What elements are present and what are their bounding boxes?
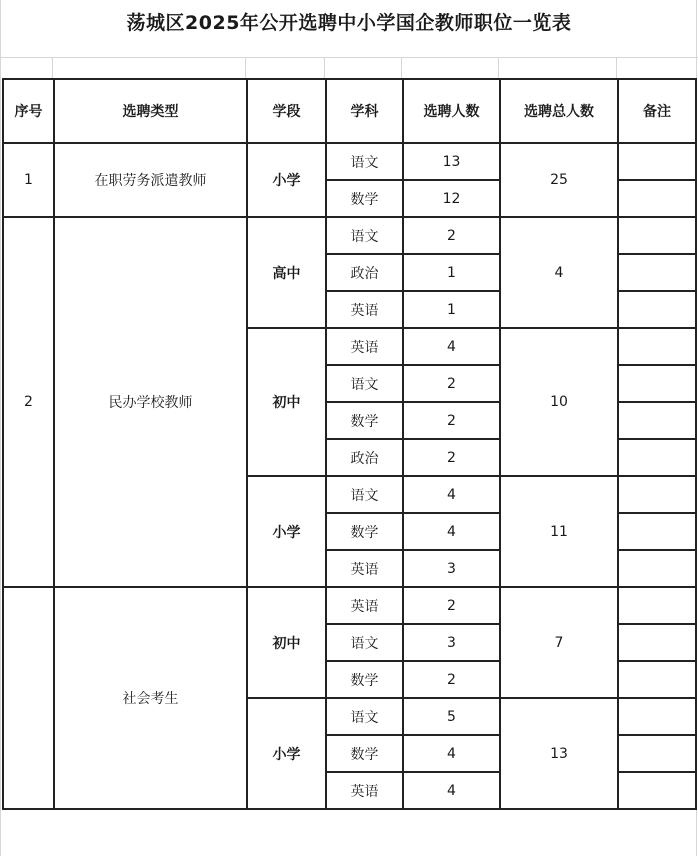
cell-total: 4 xyxy=(500,217,618,328)
cell-type: 民办学校教师 xyxy=(54,217,247,587)
cell-level: 初中 xyxy=(247,328,326,476)
cell-note xyxy=(618,365,696,402)
cell-subject: 英语 xyxy=(326,550,403,587)
cell-total: 7 xyxy=(500,587,618,698)
cell-subject: 语文 xyxy=(326,365,403,402)
cell-count: 5 xyxy=(403,698,500,735)
cell-count: 2 xyxy=(403,439,500,476)
cell-seq xyxy=(3,587,54,809)
cell-count: 4 xyxy=(403,513,500,550)
cell-count: 1 xyxy=(403,291,500,328)
header-subject: 学科 xyxy=(326,79,403,143)
cell-seq: 1 xyxy=(3,143,54,217)
cell-note xyxy=(618,698,696,735)
cell-subject: 英语 xyxy=(326,291,403,328)
cell-type: 在职劳务派遣教师 xyxy=(54,143,247,217)
cell-total: 10 xyxy=(500,328,618,476)
cell-count: 12 xyxy=(403,180,500,217)
cell-level: 小学 xyxy=(247,143,326,217)
header-seq: 序号 xyxy=(3,79,54,143)
cell-count: 13 xyxy=(403,143,500,180)
cell-count: 2 xyxy=(403,365,500,402)
cell-note xyxy=(618,587,696,624)
positions-table xyxy=(2,78,697,810)
header-total: 选聘总人数 xyxy=(500,79,618,143)
cell-level: 小学 xyxy=(247,476,326,587)
cell-subject: 数学 xyxy=(326,735,403,772)
cell-subject: 语文 xyxy=(326,624,403,661)
cell-note xyxy=(618,328,696,365)
cell-subject: 政治 xyxy=(326,439,403,476)
cell-note xyxy=(618,513,696,550)
cell-note xyxy=(618,550,696,587)
cell-subject: 数学 xyxy=(326,513,403,550)
cell-total: 25 xyxy=(500,143,618,217)
cell-count: 4 xyxy=(403,772,500,809)
table-row xyxy=(3,217,696,254)
cell-subject: 政治 xyxy=(326,254,403,291)
cell-note xyxy=(618,624,696,661)
cell-subject: 数学 xyxy=(326,661,403,698)
cell-note xyxy=(618,291,696,328)
cell-type: 社会考生 xyxy=(54,587,247,809)
cell-count: 2 xyxy=(403,402,500,439)
cell-count: 2 xyxy=(403,661,500,698)
cell-count: 4 xyxy=(403,328,500,365)
cell-subject: 英语 xyxy=(326,772,403,809)
cell-total: 13 xyxy=(500,698,618,809)
table-header-row xyxy=(3,79,696,143)
cell-note xyxy=(618,476,696,513)
cell-level: 小学 xyxy=(247,698,326,809)
cell-subject: 英语 xyxy=(326,328,403,365)
cell-level: 高中 xyxy=(247,217,326,328)
cell-note xyxy=(618,735,696,772)
header-type: 选聘类型 xyxy=(54,79,247,143)
cell-note xyxy=(618,143,696,180)
cell-count: 3 xyxy=(403,624,500,661)
cell-subject: 语文 xyxy=(326,476,403,513)
cell-level: 初中 xyxy=(247,587,326,698)
page-title: 荡城区2025年公开选聘中小学国企教师职位一览表 xyxy=(126,12,572,34)
cell-seq: 2 xyxy=(3,217,54,587)
cell-subject: 语文 xyxy=(326,698,403,735)
cell-note xyxy=(618,402,696,439)
table-row xyxy=(3,143,696,180)
cell-subject: 数学 xyxy=(326,402,403,439)
cell-count: 4 xyxy=(403,476,500,513)
cell-count: 1 xyxy=(403,254,500,291)
cell-note xyxy=(618,661,696,698)
cell-count: 3 xyxy=(403,550,500,587)
cell-subject: 语文 xyxy=(326,143,403,180)
cell-note xyxy=(618,180,696,217)
cell-count: 4 xyxy=(403,735,500,772)
cell-note xyxy=(618,217,696,254)
cell-subject: 语文 xyxy=(326,217,403,254)
table-row xyxy=(3,587,696,624)
cell-note xyxy=(618,439,696,476)
cell-subject: 英语 xyxy=(326,587,403,624)
header-level: 学段 xyxy=(247,79,326,143)
cell-note xyxy=(618,772,696,809)
header-note: 备注 xyxy=(618,79,696,143)
cell-count: 2 xyxy=(403,217,500,254)
cell-note xyxy=(618,254,696,291)
cell-count: 2 xyxy=(403,587,500,624)
cell-subject: 数学 xyxy=(326,180,403,217)
cell-total: 11 xyxy=(500,476,618,587)
header-count: 选聘人数 xyxy=(403,79,500,143)
